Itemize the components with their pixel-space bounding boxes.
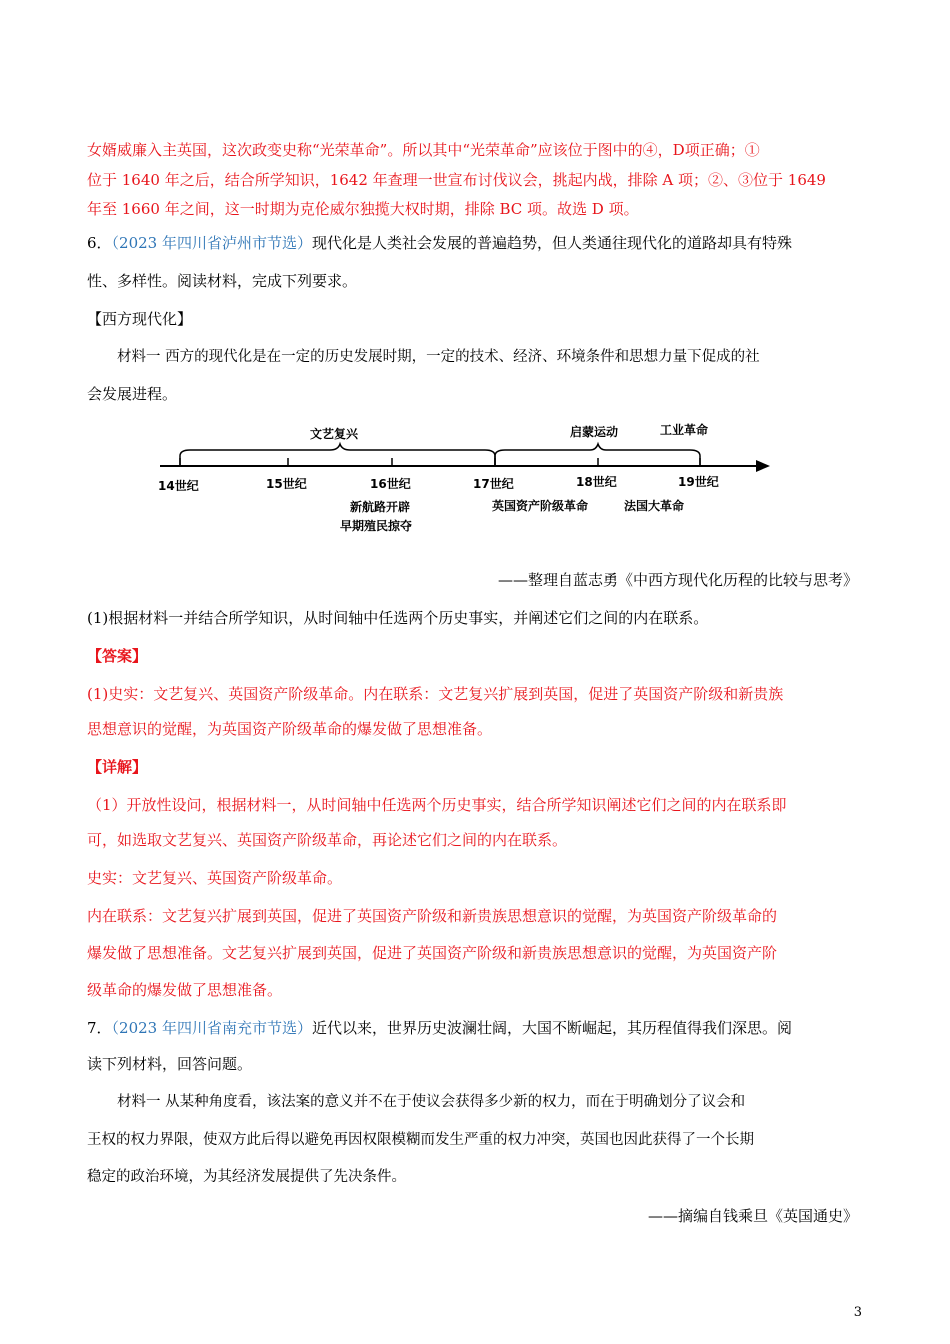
- q6-detail-line5: 爆发做了思想准备。文艺复兴扩展到英国，促进了英国资产阶级和新贵族思想意识的觉醒，为英国资产阶: [87, 944, 778, 962]
- q7-stem-text: 近代以来，世界历史波澜壮阔，大国不断崛起，其历程值得我们深思。阅: [312, 1019, 793, 1037]
- q6-answer-line1: (1)史实：文艺复兴、英国资产阶级革命。内在联系：文艺复兴扩展到英国，促进了英国资产阶级和新贵族: [87, 685, 784, 703]
- q6-material-line1: 材料一 西方的现代化是在一定的历史发展时期，一定的技术、经济、环境条件和思想力量下促成的社: [117, 349, 760, 365]
- page-number: 3: [853, 1305, 862, 1320]
- q7-material-line3: 稳定的政治环境，为其经济发展提供了先决条件。: [87, 1169, 406, 1185]
- q7-number: 7．: [87, 1019, 112, 1037]
- q6-answer-label: 【答案】: [87, 647, 148, 665]
- q6-source: （2023 年四川省泸州市节选）: [111, 234, 312, 252]
- label-new-sea-route: 新航路开辟: [350, 500, 411, 514]
- q7-material-line2: 王权的权力界限，使双方此后得以避免再因权限模糊而发生严重的权力冲突，英国也因此获得了一个长期: [87, 1132, 754, 1148]
- q6-citation: ——整理自蓝志勇《中西方现代化历程的比较与思考》: [497, 571, 858, 589]
- q6-number: 6．: [87, 234, 112, 252]
- label-enlightenment: 启蒙运动: [570, 425, 619, 439]
- tick-label-18: 18世纪: [576, 475, 617, 489]
- timeline-figure: [150, 418, 780, 538]
- q7-citation: ——摘编自钱乘旦《英国通史》: [647, 1207, 858, 1225]
- label-early-colonial-plunder: 早期殖民掠夺: [340, 519, 413, 533]
- tick-label-14: 14世纪: [158, 479, 199, 493]
- continuation-line-3: 年至 1660 年之间，这一时期为克伦威尔独揽大权时期，排除 BC 项。故选 D 项。: [87, 200, 639, 218]
- q6-stem: [87, 233, 792, 253]
- tick-label-19: 19世纪: [678, 475, 719, 489]
- q6-detail-label: 【详解】: [87, 758, 148, 776]
- q7-material-line1: 材料一 从某种角度看，该法案的意义并不在于使议会获得多少新的权力，而在于明确划分了议会和: [117, 1094, 746, 1110]
- q7-source: （2023 年四川省南充市节选）: [111, 1019, 312, 1037]
- label-english-revolution: 英国资产阶级革命: [492, 499, 589, 513]
- q7-stem: [87, 1018, 792, 1038]
- q6-detail-line6: 级革命的爆发做了思想准备。: [87, 981, 283, 999]
- q7-stem-line2: 读下列材料，回答问题。: [87, 1055, 253, 1073]
- q6-section-title: 【西方现代化】: [87, 310, 193, 328]
- timeline-arrowhead: [756, 460, 770, 472]
- label-renaissance: 文艺复兴: [310, 427, 359, 441]
- q6-stem-text: 现代化是人类社会发展的普遍趋势，但人类通往现代化的道路却具有特殊: [312, 234, 793, 252]
- q6-answer-line2: 思想意识的觉醒，为英国资产阶级革命的爆发做了思想准备。: [87, 720, 493, 738]
- continuation-line-1: 女婿威廉入主英国，这次政变史称“光荣革命”。所以其中“光荣革命”应该位于图中的④，D项正确；①: [87, 141, 760, 159]
- q6-detail-line2: 可，如选取文艺复兴、英国资产阶级革命，再论述它们之间的内在联系。: [87, 831, 568, 849]
- tick-label-17: 17世纪: [473, 477, 514, 491]
- tick-label-16: 16世纪: [370, 477, 411, 491]
- q6-detail-line4: 内在联系：文艺复兴扩展到英国，促进了英国资产阶级和新贵族思想意识的觉醒，为英国资产阶级革命的: [87, 907, 778, 925]
- q6-question1: (1)根据材料一并结合所学知识，从时间轴中任选两个历史事实，并阐述它们之间的内在联系。: [87, 609, 709, 627]
- tick-label-15: 15世纪: [266, 477, 307, 491]
- q6-material-line2: 会发展进程。: [87, 385, 178, 403]
- label-french-revolution: 法国大革命: [624, 499, 685, 513]
- renaissance-brace: [180, 444, 495, 466]
- q6-detail-line1: （1）开放性设问，根据材料一，从时间轴中任选两个历史事实，结合所学知识阐述它们之间的内在联系即: [87, 796, 787, 814]
- continuation-line-2: 位于 1640 年之后，结合所学知识，1642 年查理一世宣布讨伐议会，挑起内战，排除 A 项；②、③位于 1649: [87, 171, 826, 189]
- q6-stem-line2: 性、多样性。阅读材料，完成下列要求。: [87, 272, 358, 290]
- label-industrial-revolution: 工业革命: [660, 423, 709, 437]
- q6-detail-line3: 史实：文艺复兴、英国资产阶级革命。: [87, 869, 343, 887]
